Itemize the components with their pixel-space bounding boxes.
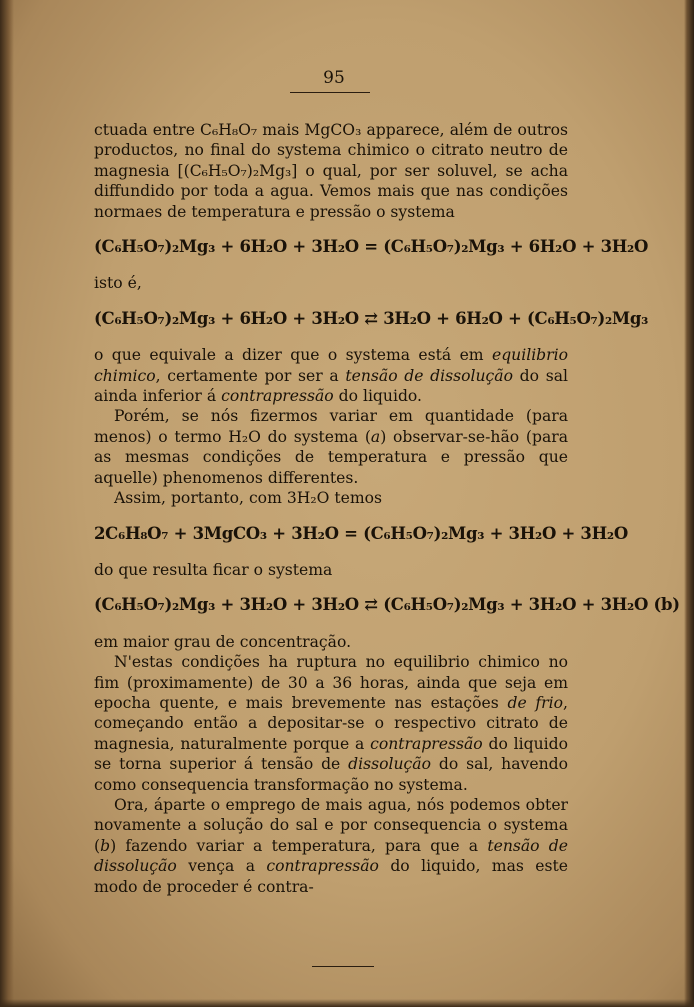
- p3-text-c: ) observar-se-hão (para as mesmas condições de temperatura e pressão que aquelle) phenomenos differentes.: [94, 427, 568, 487]
- equation-3: 2C₆H₈O₇ + 3MgCO₃ + 3H₂O = (C₆H₅O₇)₂Mg₃ + 3H₂O + 3H₂O: [94, 523, 628, 543]
- p6-italic-contrapressao: contrapressão: [266, 857, 379, 876]
- p3-italic-a: a: [370, 427, 381, 446]
- p5-text-e: do liquido se torna superior á tensão de: [94, 734, 568, 774]
- p5-text-c: , começando então a depositar-se o respectivo citrato de magnesia, naturalmente porque a: [94, 693, 568, 753]
- p5-italic-contrapressao: contrapressão: [370, 734, 483, 753]
- paragraph-1: ctuada entre C₆H₈O₇ mais MgCO₃ apparece, além de outros productos, no final do systema chimico o citrato neutro de magnesia [(C₆H₅O₇)₂Mg₃] o qual, por ser soluvel, se acha diffundido por toda a agua. Vemos mais que nas condições normaes de temperatura e pressão o systema: [94, 121, 568, 221]
- equation-2: (C₆H₅O₇)₂Mg₃ + 6H₂O + 3H₂O ⇄ 3H₂O + 6H₂O + (C₆H₅O₇)₂Mg₃: [94, 308, 649, 328]
- paragraph-5: [94, 652, 568, 795]
- p5-italic-dissolucao: dissolução: [348, 755, 431, 774]
- line-grau: em maior grau de concentração.: [94, 632, 352, 651]
- paragraph-2: [94, 345, 568, 406]
- p5-italic-frio: de frio: [507, 693, 564, 712]
- p5-text-a: N'estas condições ha ruptura no equilibrio chimico no fim (proximamente) de 30 a 36 horas, ainda que seja em epocha quente, e mais brevemente nas estações: [94, 653, 568, 712]
- paragraph-3: [94, 406, 568, 488]
- line-isto: isto é,: [94, 274, 142, 293]
- header-rule: [290, 92, 370, 93]
- p6-text-e: vença a: [188, 857, 255, 876]
- equation-4: (C₆H₅O₇)₂Mg₃ + 3H₂O + 3H₂O ⇄ (C₆H₅O₇)₂Mg₃ + 3H₂O + 3H₂O (b): [94, 595, 680, 615]
- p6-italic-tensao: tensão de dissolução: [94, 836, 568, 876]
- p6-text-c: ) fazendo variar a temperatura, para que a: [110, 836, 479, 855]
- p2-italic-contrapressao: contrapressão: [221, 387, 334, 406]
- page-shadow-right: [684, 0, 694, 1007]
- equation-1: (C₆H₅O₇)₂Mg₃ + 6H₂O + 3H₂O = (C₆H₅O₇)₂Mg₃ + 6H₂O + 3H₂O: [94, 237, 649, 257]
- p2-italic-tensao: tensão de dissolução: [345, 366, 513, 385]
- footer-rule: [312, 966, 374, 967]
- p3-text-a: Porém, se nós fizermos variar em quantidade (para menos) o termo H₂O do systema (: [94, 407, 568, 446]
- p6-text-g: do liquido, mas este modo de proceder é contra-: [94, 857, 568, 896]
- paragraph-4: Assim, portanto, com 3H₂O temos: [114, 489, 383, 508]
- p2-italic-equilibrio: equilibrio chimico: [94, 346, 568, 385]
- p2-text-a: o que equivale a dizer que o systema está em: [94, 346, 484, 365]
- page-shadow-left: [0, 0, 14, 1007]
- paragraph-6: [94, 795, 568, 897]
- body-text: [94, 120, 680, 897]
- p5-text-g: do sal, havendo como consequencia transformação no systema.: [94, 755, 568, 794]
- page-number: 95: [323, 68, 345, 88]
- p2-text-e: do sal ainda inferior á: [94, 366, 568, 406]
- p2-text-c: , certamente por ser a: [155, 366, 339, 385]
- page-shadow-bottom: [0, 999, 694, 1007]
- p6-italic-b: b: [100, 836, 111, 855]
- line-resulta: do que resulta ficar o systema: [94, 560, 333, 579]
- p2-text-g: do liquido.: [338, 387, 422, 406]
- p6-text-a: Ora, áparte o emprego de mais agua, nós podemos obter novamente a solução do sal e por consequencia o systema (: [94, 795, 568, 855]
